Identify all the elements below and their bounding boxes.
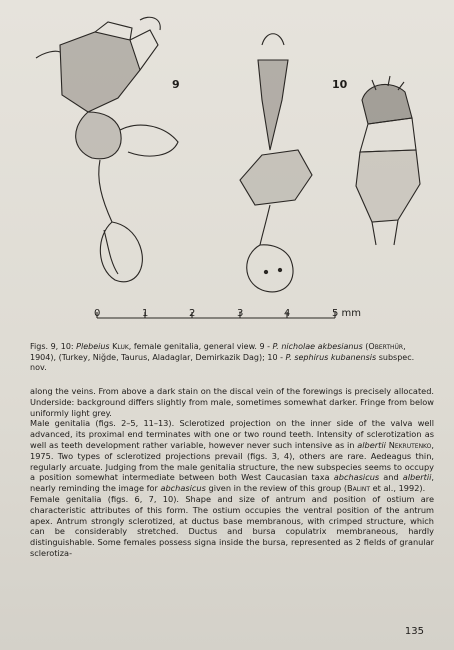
scale-label-0: 0: [94, 308, 101, 319]
figure-label-9: 9: [172, 78, 180, 91]
paragraph-3: Female genitalia (figs. 6, 7, 10). Shape and size of antrum and position of ostium are characteristic attributes of this form. The ostium occupies the ventral position of the antrum apex. Antrum strongly sclerotized, at ductus base membranous, with crimped structure, which can be considerably stretched. Ductus and bursa copulatrix membraneous, hardly distinguishable. Some females possess signa inside the bursa, represented as 2 fields of granular sclerotiza-: [30, 493, 434, 558]
scale-label-3: 3: [237, 308, 244, 319]
paragraph-2: Male genitalia (figs. 2–5, 11–13). Sclerotized projection on the inner side of the valva well advanced, its proximal end terminates with one or two round teeth. Intensity of sclerotization as well as teeth development rather variable, however never such intensive as in albertii Nekrutenko, 1975. Two types of sclerotized projections prevail (figs. 3, 4), others are rare. Aedeagus thin, regularly arcuate. Judging from the male genitalia structure, the new subspecies seems to occupy a position somewhat intermediate between both West Caucasian taxa abchasicus and albertii, nearly reminding the image for abchasicus given in the review of this group (Balint et al., 1992).: [30, 418, 434, 494]
scale-label-2: 2: [189, 308, 196, 319]
paragraph-1: along the veins. From above a dark stain on the discal vein of the forewings is precisely allocated. Underside: background differs slightly from male, sometimes somewhat darker. Fringe from below uniformly light grey.: [30, 386, 434, 418]
scale-label-4: 4: [284, 308, 291, 319]
page-number: 135: [404, 626, 424, 637]
body-text: [30, 386, 434, 559]
scale-label-5: 5 mm: [332, 308, 362, 319]
figure-caption: Figs. 9, 10: Plebeius Kluk, female genitalia, general view. 9 - P. nicholae akbesianus (Oberthür, 1904), (Turkey, Niğde, Taurus, Aladaglar, Demirkazik Dag); 10 - P. sephirus kubanensis subspec. nov.: [30, 342, 415, 372]
scale-label-1: 1: [142, 308, 149, 319]
figure-label-10: 10: [332, 78, 348, 91]
